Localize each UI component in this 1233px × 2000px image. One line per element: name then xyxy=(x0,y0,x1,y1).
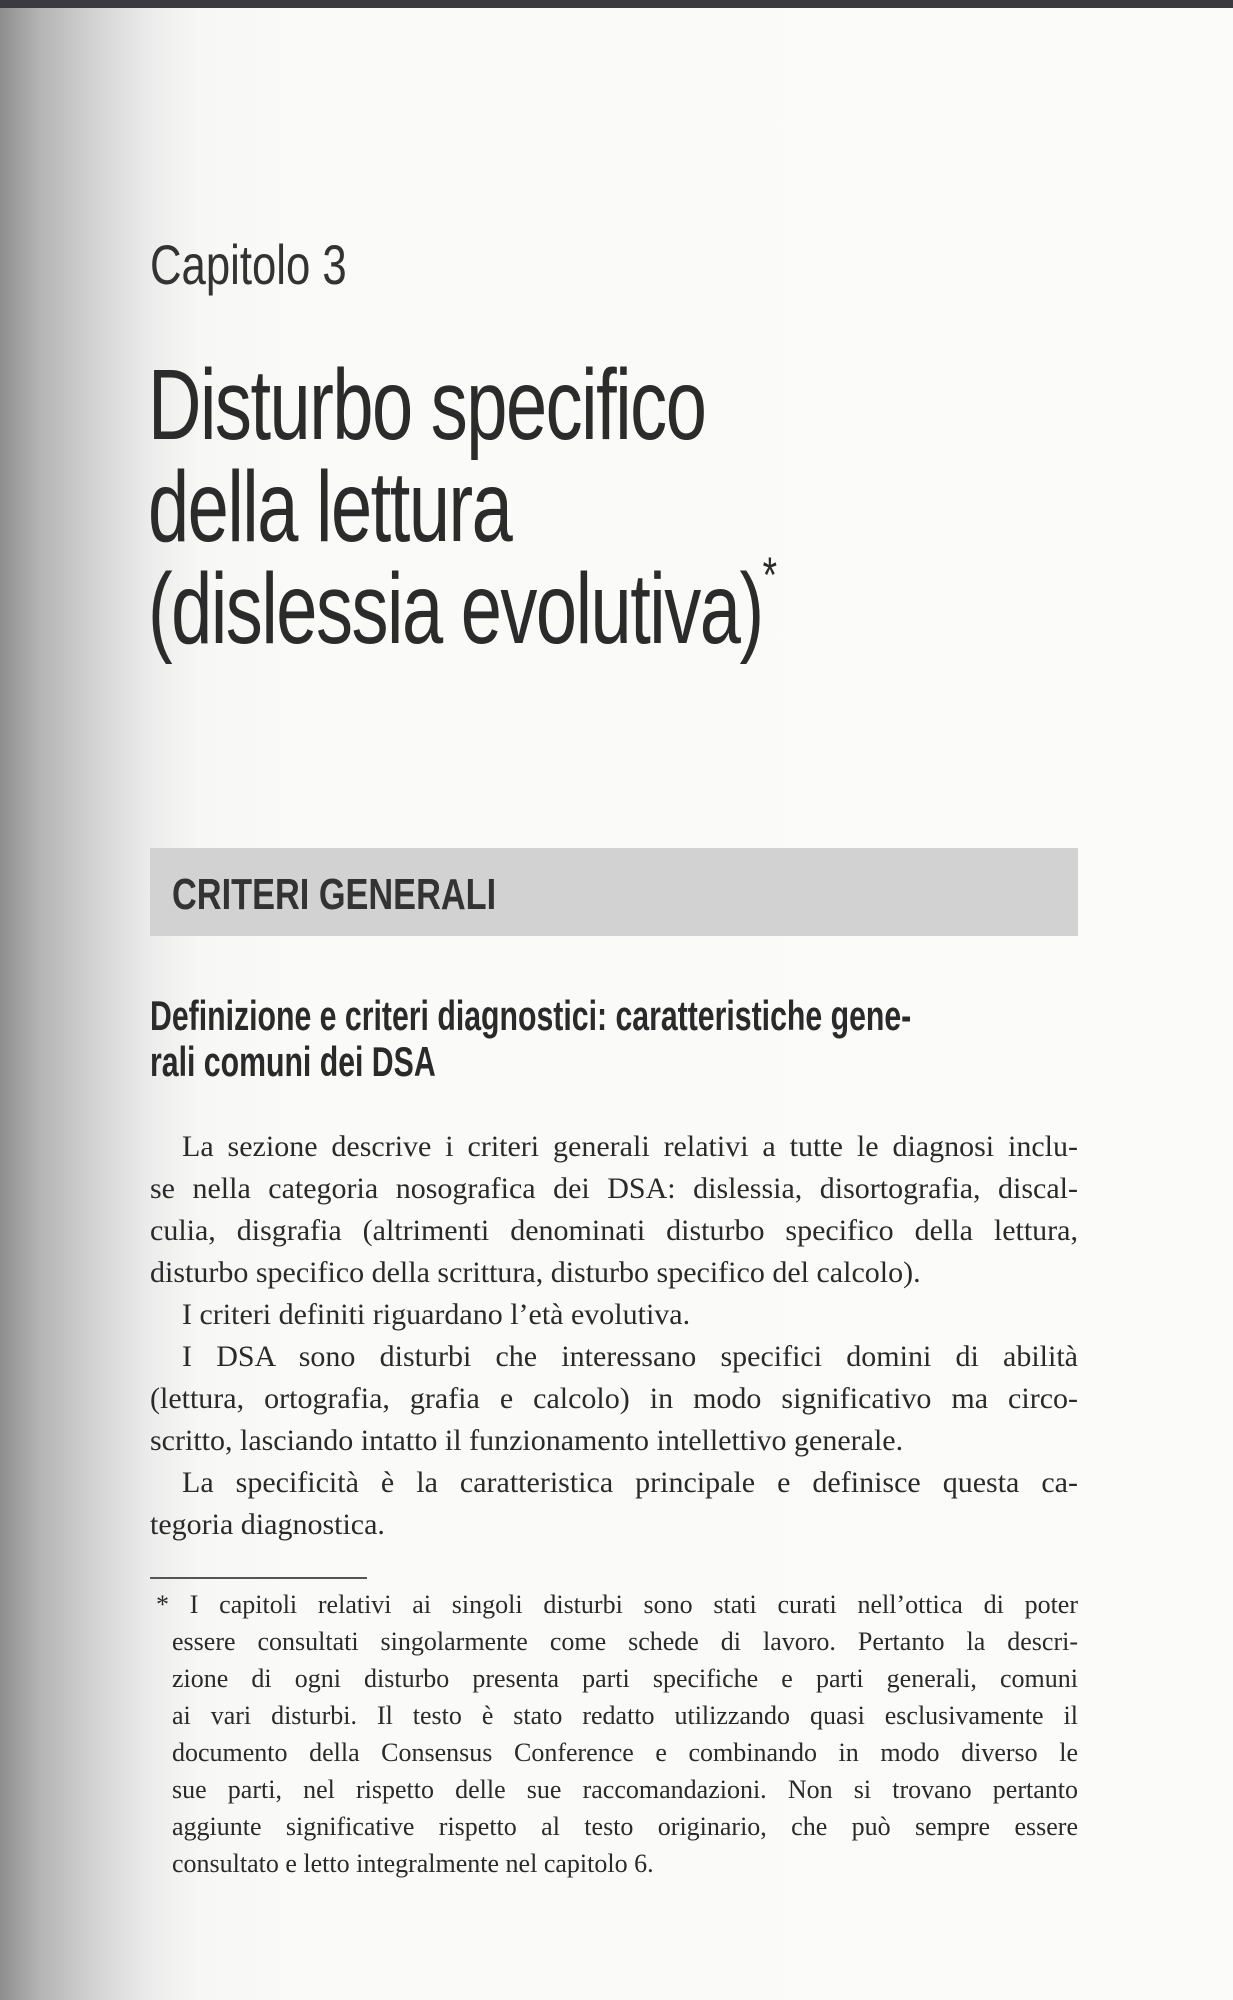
subheading-line-1: Definizione e criteri diagnostici: caratteristiche gene- xyxy=(150,992,912,1039)
body-line: (lettura, ortografia, grafia e calcolo) in modo significativo ma circo- xyxy=(150,1382,1078,1415)
chapter-title-line-1: Disturbo specifico xyxy=(148,349,706,461)
footnote-line: ai vari disturbi. Il testo è stato redatto utilizzando quasi esclusivamente il xyxy=(172,1701,1078,1730)
body-line: I DSA sono disturbi che interessano specifici domini di abilità xyxy=(182,1340,1078,1373)
footnote-line: zione di ogni disturbo presenta parti specifiche e parti generali, comuni xyxy=(172,1664,1078,1693)
body-line: culia, disgrafia (altrimenti denominati disturbo specifico della lettura, xyxy=(150,1214,1078,1247)
scan-top-edge xyxy=(0,0,1233,8)
body-line: La specificità è la caratteristica principale e definisce questa ca- xyxy=(182,1466,1078,1499)
body-line: I criteri definiti riguardano l’età evolutiva. xyxy=(182,1298,691,1331)
footnote-line: consultato e letto integralmente nel capitolo 6. xyxy=(172,1849,654,1878)
footnote-rule xyxy=(150,1577,367,1579)
footnote-line: aggiunte significative rispetto al testo originario, che può sempre essere xyxy=(172,1812,1078,1841)
footnote-line: * I capitoli relativi ai singoli disturbi sono stati curati nell’ottica di poter xyxy=(156,1590,1078,1619)
chapter-label: Capitolo 3 xyxy=(150,233,347,296)
body-line: se nella categoria nosografica dei DSA: dislessia, disortografia, discal- xyxy=(150,1172,1078,1205)
body-line: disturbo specifico della scrittura, disturbo specifico del calcolo). xyxy=(150,1256,921,1289)
title-text: (dislessia evolutiva) xyxy=(148,553,763,665)
body-line: La sezione descrive i criteri generali relativi a tutte le diagnosi inclu- xyxy=(182,1130,1078,1163)
chapter-title-line-2: della lettura xyxy=(148,451,512,563)
section-heading: CRITERI GENERALI xyxy=(172,870,497,919)
subheading-line-2: rali comuni dei DSA xyxy=(150,1038,436,1085)
footnote-line: documento della Consensus Conference e combinando in modo diverso le xyxy=(172,1738,1078,1767)
section-band xyxy=(150,848,1078,936)
body-line: tegoria diagnostica. xyxy=(150,1508,385,1541)
footnote-line: essere consultati singolarmente come schede di lavoro. Pertanto la descri- xyxy=(172,1627,1078,1656)
chapter-title-line-3 xyxy=(148,547,776,667)
footnote-marker: * xyxy=(762,547,776,603)
body-line: scritto, lasciando intatto il funzionamento intellettivo generale. xyxy=(150,1424,904,1457)
footnote-line: sue parti, nel rispetto delle sue raccomandazioni. Non si trovano pertanto xyxy=(172,1775,1078,1804)
